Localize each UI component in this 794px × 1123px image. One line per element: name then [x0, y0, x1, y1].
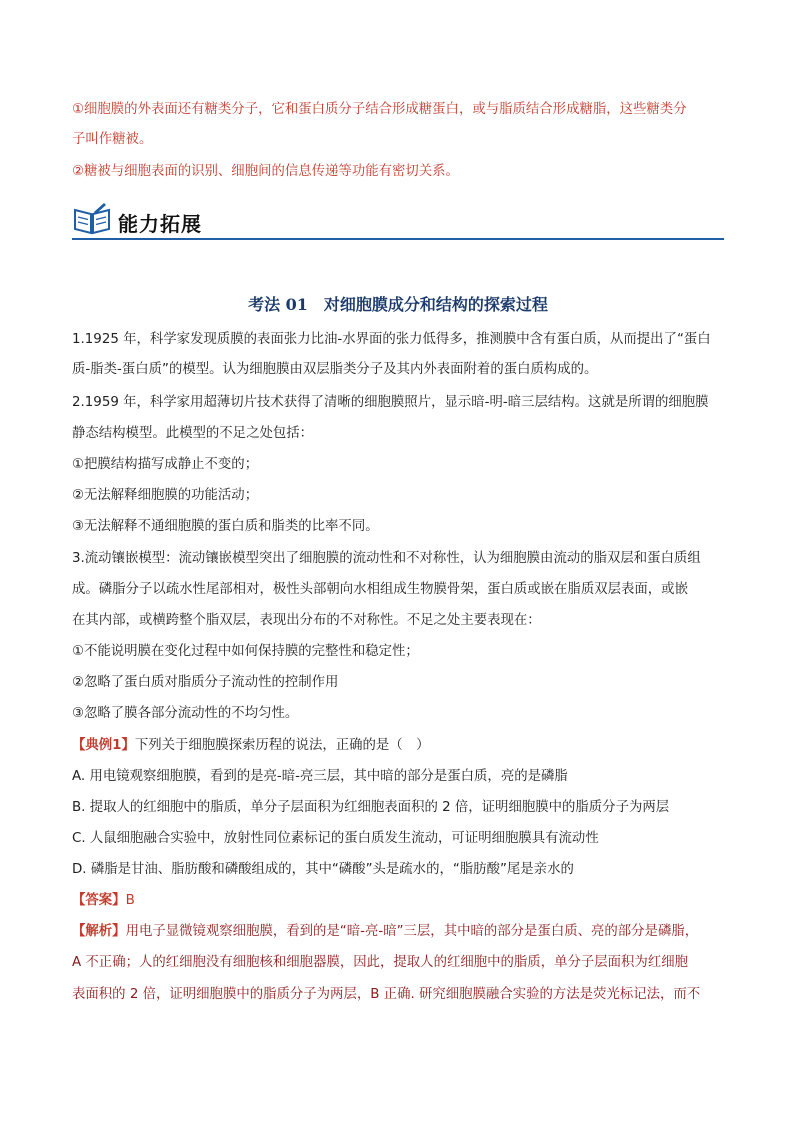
example-question: 下列关于细胞膜探索历程的说法，正确的是（ ） [134, 738, 430, 753]
option-b: B. 提取人的红细胞中的脂质，单分子层面积为红细胞表面积的 2 倍，证明细胞膜中的脂质分子为两层 [72, 800, 670, 815]
answer-value: B [125, 893, 135, 908]
body-line-13: ③忽略了膜各部分流动性的不均匀性。 [72, 706, 299, 721]
body-line-1: 1.1925 年，科学家发现质膜的表面张力比油-水界面的张力低得多，推测膜中含有蛋白质，从而提出了“蛋白 [72, 332, 711, 347]
section-title: 能力拓展 [118, 212, 202, 236]
top-point-2: ②糖被与细胞表面的识别、细胞间的信息传递等功能有密切关系。 [72, 164, 459, 179]
body-line-4: 静态结构模型。此模型的不足之处包括： [72, 426, 314, 441]
analysis-line-3: 表面积的 2 倍，证明细胞膜中的脂质分子为两层，B 正确. 研究细胞膜融合实验的方法是荧光标记法，而不 [72, 987, 701, 1002]
body-line-2: 质-脂类-蛋白质”的模型。认为细胞膜由双层脂类分子及其内外表面附着的蛋白质构成的。 [72, 362, 598, 377]
body-line-6: ②无法解释细胞膜的功能活动； [72, 488, 259, 503]
kaofa-title: 考法 01 对细胞膜成分和结构的探索过程 [248, 295, 548, 314]
option-d: D. 磷脂是甘油、脂肪酸和磷酸组成的，其中“磷酸”头是疏水的，“脂肪酸”尾是亲水的 [72, 862, 574, 877]
body-line-8: 3.流动镶嵌模型：流动镶嵌模型突出了细胞膜的流动性和不对称性，认为细胞膜由流动的脂双层和蛋白质组 [72, 551, 701, 566]
body-line-3: 2.1959 年，科学家用超薄切片技术获得了清晰的细胞膜照片，显示暗-明-暗三层结构。这就是所谓的细胞膜 [72, 395, 709, 410]
open-book-icon [72, 202, 112, 236]
body-line-7: ③无法解释不通细胞膜的蛋白质和脂类的比率不同。 [72, 519, 379, 534]
example-tag: 【典例1】 [72, 738, 135, 753]
option-a: A. 用电镜观察细胞膜，看到的是亮-暗-亮三层，其中暗的部分是蛋白质，亮的是磷脂 [72, 769, 568, 784]
top-point-1: ①细胞膜的外表面还有糖类分子，它和蛋白质分子结合形成糖蛋白，或与脂质结合形成糖脂，这些糖类分 [72, 102, 687, 117]
option-c: C. 人鼠细胞融合实验中，放射性同位素标记的蛋白质发生流动，可证明细胞膜具有流动性 [72, 831, 599, 846]
answer-line [72, 891, 135, 911]
analysis-line-1 [72, 922, 698, 942]
body-line-9: 成。磷脂分子以疏水性尾部相对，极性头部朝向水相组成生物膜骨架，蛋白质或嵌在脂质双层表面，或嵌 [72, 582, 688, 597]
example-question-line [72, 736, 429, 756]
body-line-10: 在其内部，或横跨整个脂双层，表现出分布的不对称性。不足之处主要表现在： [72, 613, 541, 628]
analysis-tag: 【解析】 [72, 924, 126, 939]
top-point-1-cont: 子叫作糖被。 [72, 132, 153, 147]
body-line-12: ②忽略了蛋白质对脂质分子流动性的控制作用 [72, 675, 339, 690]
body-line-5: ①把膜结构描写成静止不变的； [72, 457, 259, 472]
analysis-line-2: A 不正确；人的红细胞没有细胞核和细胞器膜，因此，提取人的红细胞中的脂质，单分子层面积为红细胞 [72, 955, 688, 970]
section-rule [72, 238, 724, 240]
answer-tag: 【答案】 [72, 893, 126, 908]
analysis-text-1: 用电子显微镜观察细胞膜，看到的是“暗-亮-暗”三层，其中暗的部分是蛋白质、亮的部分是磷脂， [125, 924, 699, 939]
body-line-11: ①不能说明膜在变化过程中如何保持膜的完整性和稳定性； [72, 644, 419, 659]
section-header [72, 198, 724, 240]
